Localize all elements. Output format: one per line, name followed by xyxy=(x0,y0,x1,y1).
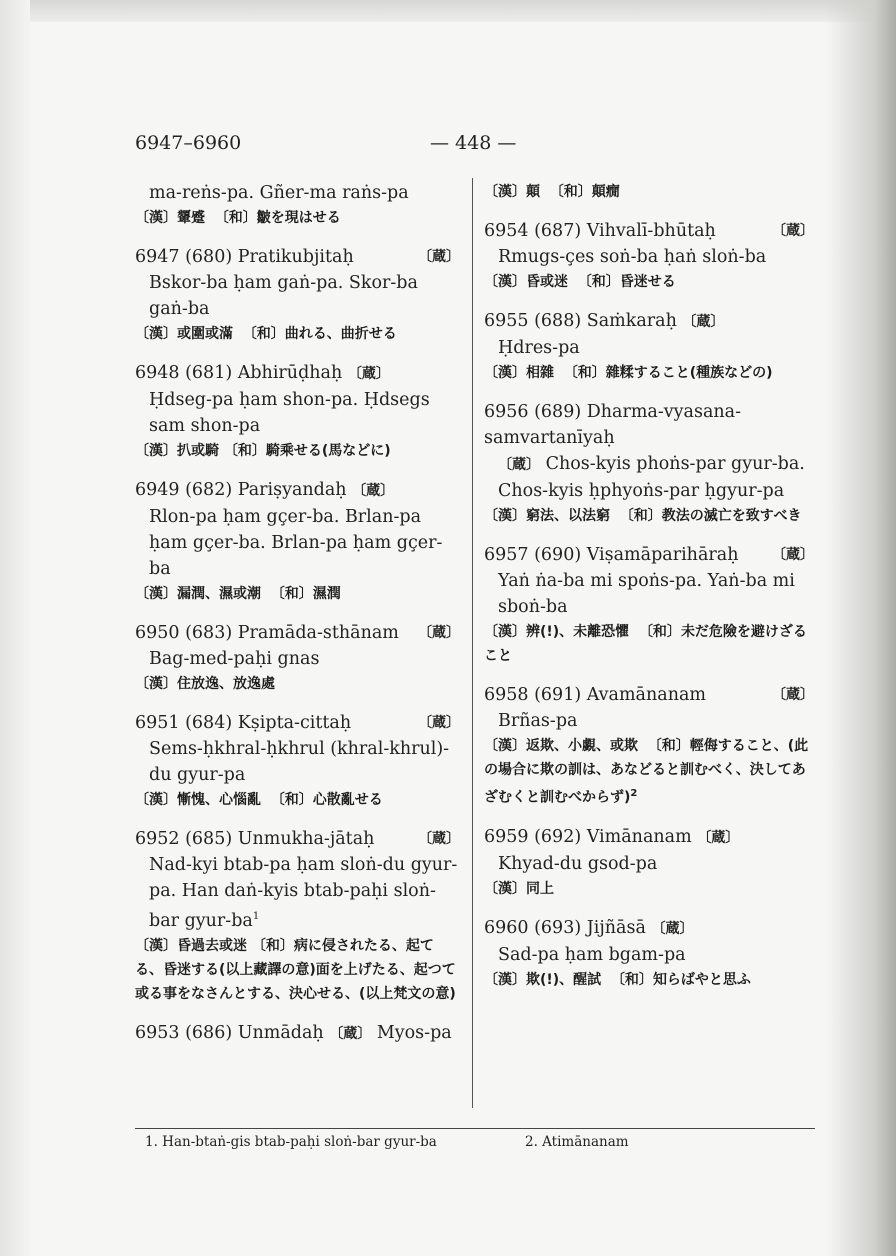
entry-heading: 6956 (689) Dharma-vyasana-samvartanīyaḥ xyxy=(484,402,741,448)
entry-continued xyxy=(484,180,814,204)
entry-6956 xyxy=(484,399,814,528)
entry-heading: 6953 (686) Unmādaḥ 〔蔵〕 Myos-pa xyxy=(135,1022,452,1043)
entry-continued xyxy=(135,180,460,230)
translation-line: 〔漢〕或圍或滿 〔和〕曲れる、曲折せる xyxy=(135,326,397,342)
tibetan-text: Rmugs-çes soṅ-ba ḥaṅ sloṅ-ba xyxy=(498,247,767,267)
entry-heading: 6949 (682) Pariṣyandaḥ 〔蔵〕 xyxy=(135,480,395,500)
entry-6954 xyxy=(484,218,814,294)
tibetan-text: Yaṅ ṅa-ba mi spoṅs-pa. Yaṅ-ba mi sboṅ-ba xyxy=(498,571,795,617)
translation-line: 〔漢〕同上 xyxy=(484,880,554,897)
footnote-rule xyxy=(135,1128,815,1129)
translation-line: 〔漢〕昏過去或迷 〔和〕病に侵されたる、起てる、昏迷する(以上藏譯の意)面を上げたる、起つて或る事をなさんとする、決心せる、(以上梵文の意) xyxy=(135,937,456,1002)
entry-6959 xyxy=(484,824,814,901)
entry-6960 xyxy=(484,915,814,992)
translation-line: 〔漢〕欺(!)、醒試 〔和〕知らばやと思ふ xyxy=(484,971,751,988)
entry-heading: 6959 (692) Vimānanam 〔蔵〕 xyxy=(484,826,740,847)
translation-line: 〔漢〕昏或迷 〔和〕昏迷せる xyxy=(484,274,676,290)
entry-6951 xyxy=(135,710,460,812)
entry-heading: 6960 (693) Jijñāsā 〔蔵〕 xyxy=(484,917,694,938)
tibetan-text: Sad-pa ḥam bgam-pa xyxy=(498,944,686,965)
tibetan-text: Ḥdseg-pa ḥam shon-pa. Ḥdsegs sam shon-pa xyxy=(149,390,430,436)
translation-line: 〔漢〕扒或騎 〔和〕騎乘せる(馬などに) xyxy=(135,443,391,459)
tibetan-text: ma-reṅs-pa. Gñer-ma raṅs-pa xyxy=(149,183,409,203)
translation-line: 〔漢〕慚愧、心惱亂 〔和〕心散亂せる xyxy=(135,792,383,808)
entry-6949 xyxy=(135,477,460,606)
scan-top-edge xyxy=(0,0,896,22)
tibetan-text: Brñas-pa xyxy=(498,711,578,731)
entry-range: 6947–6960 xyxy=(135,132,242,154)
entry-heading: 6952 (685) Unmukha-jātaḥ 〔蔵〕 xyxy=(135,829,460,849)
entry-heading: 6950 (683) Pramāda-sthānam 〔蔵〕 xyxy=(135,623,460,643)
entry-6952 xyxy=(135,826,460,1006)
page-number: — 448 — xyxy=(430,132,517,154)
entry-heading: 6958 (691) Avamānanam 〔蔵〕 xyxy=(484,685,814,705)
tibetan-text: Khyad-du gsod-pa xyxy=(498,853,658,874)
entry-heading: 6954 (687) Vihvalī-bhūtaḥ 〔蔵〕 xyxy=(484,221,814,241)
scan-left-edge xyxy=(0,0,30,1256)
translation-line: 〔漢〕顰蹙 〔和〕皺を現はせる xyxy=(135,210,341,226)
tibetan-text: Ḥdres-pa xyxy=(498,338,580,358)
footnote-marker: 1 xyxy=(252,911,260,922)
right-column xyxy=(484,180,814,1006)
translation-line: 〔漢〕相雜 〔和〕雜糅すること(種族などの) xyxy=(484,365,773,381)
translation-line: 〔漢〕窮法、以法窮 〔和〕教法の滅亡を致すべき xyxy=(484,508,802,524)
tibetan-text: Sems-ḥkhral-ḥkhrul (khral-khrul)-du gyur-pa xyxy=(149,739,450,785)
entry-6948 xyxy=(135,360,460,463)
column-divider xyxy=(472,178,473,1108)
entry-heading: 6955 (688) Saṁkaraḥ 〔蔵〕 xyxy=(484,311,725,331)
entry-heading: 6957 (690) Viṣamāparihāraḥ 〔蔵〕 xyxy=(484,545,814,565)
footnote-1: 1. Han-btaṅ-gis btab-paḥi sloṅ-bar gyur-ba xyxy=(145,1134,437,1150)
tibetan-text: 〔蔵〕 Chos-kyis phoṅs-par gyur-ba. Chos-kyis ḥphyoṅs-par ḥgyur-pa xyxy=(498,454,805,501)
entry-heading: 6948 (681) Abhirūḍhaḥ 〔蔵〕 xyxy=(135,363,390,383)
translation-line: 〔漢〕顛 〔和〕顛癇 xyxy=(484,184,620,200)
entry-6947 xyxy=(135,244,460,346)
translation-line: 〔漢〕住放逸、放逸處 xyxy=(135,676,275,692)
scan-right-shadow xyxy=(826,0,896,1256)
entry-6958 xyxy=(484,682,814,810)
tibetan-text: Rlon-pa ḥam gçer-ba. Brlan-pa ḥam gçer-ba. Brlan-pa ḥam gçer-ba xyxy=(149,507,443,579)
translation-line: 〔漢〕辨(!)、未離恐懼 〔和〕未だ危險を避けざること xyxy=(484,624,807,664)
tibetan-text: Bag-med-paḥi gnas xyxy=(149,649,320,669)
entry-6957 xyxy=(484,542,814,668)
entry-6953 xyxy=(135,1020,460,1047)
entry-6955 xyxy=(484,308,814,385)
tibetan-text: Nad-kyi btab-pa ḥam sloṅ-du gyur-pa. Han daṅ-kyis btab-paḥi sloṅ-bar gyur-$ba^1$ xyxy=(149,855,458,931)
left-column xyxy=(135,180,460,1061)
footnote-2: 2. Atimānanam xyxy=(525,1134,629,1150)
footnote-marker: 2 xyxy=(630,788,638,799)
entry-6950 xyxy=(135,620,460,696)
entry-heading: 6947 (680) Pratikubjitaḥ 〔蔵〕 xyxy=(135,247,460,267)
tibetan-text: Bskor-ba ḥam gaṅ-pa. Skor-ba gaṅ-ba xyxy=(149,273,418,319)
translation-line: 〔漢〕漏潤、濕或潮 〔和〕濕潤 xyxy=(135,586,341,602)
translation-line: 〔漢〕返欺、小覷、或欺 〔和〕輕侮すること、(此の場合に欺の訓は、あなどると訓むべく、決してあざむくと訓むべからず)$^2$ xyxy=(484,738,809,806)
entry-heading: 6951 (684) Kṣipta-cittaḥ 〔蔵〕 xyxy=(135,713,460,733)
